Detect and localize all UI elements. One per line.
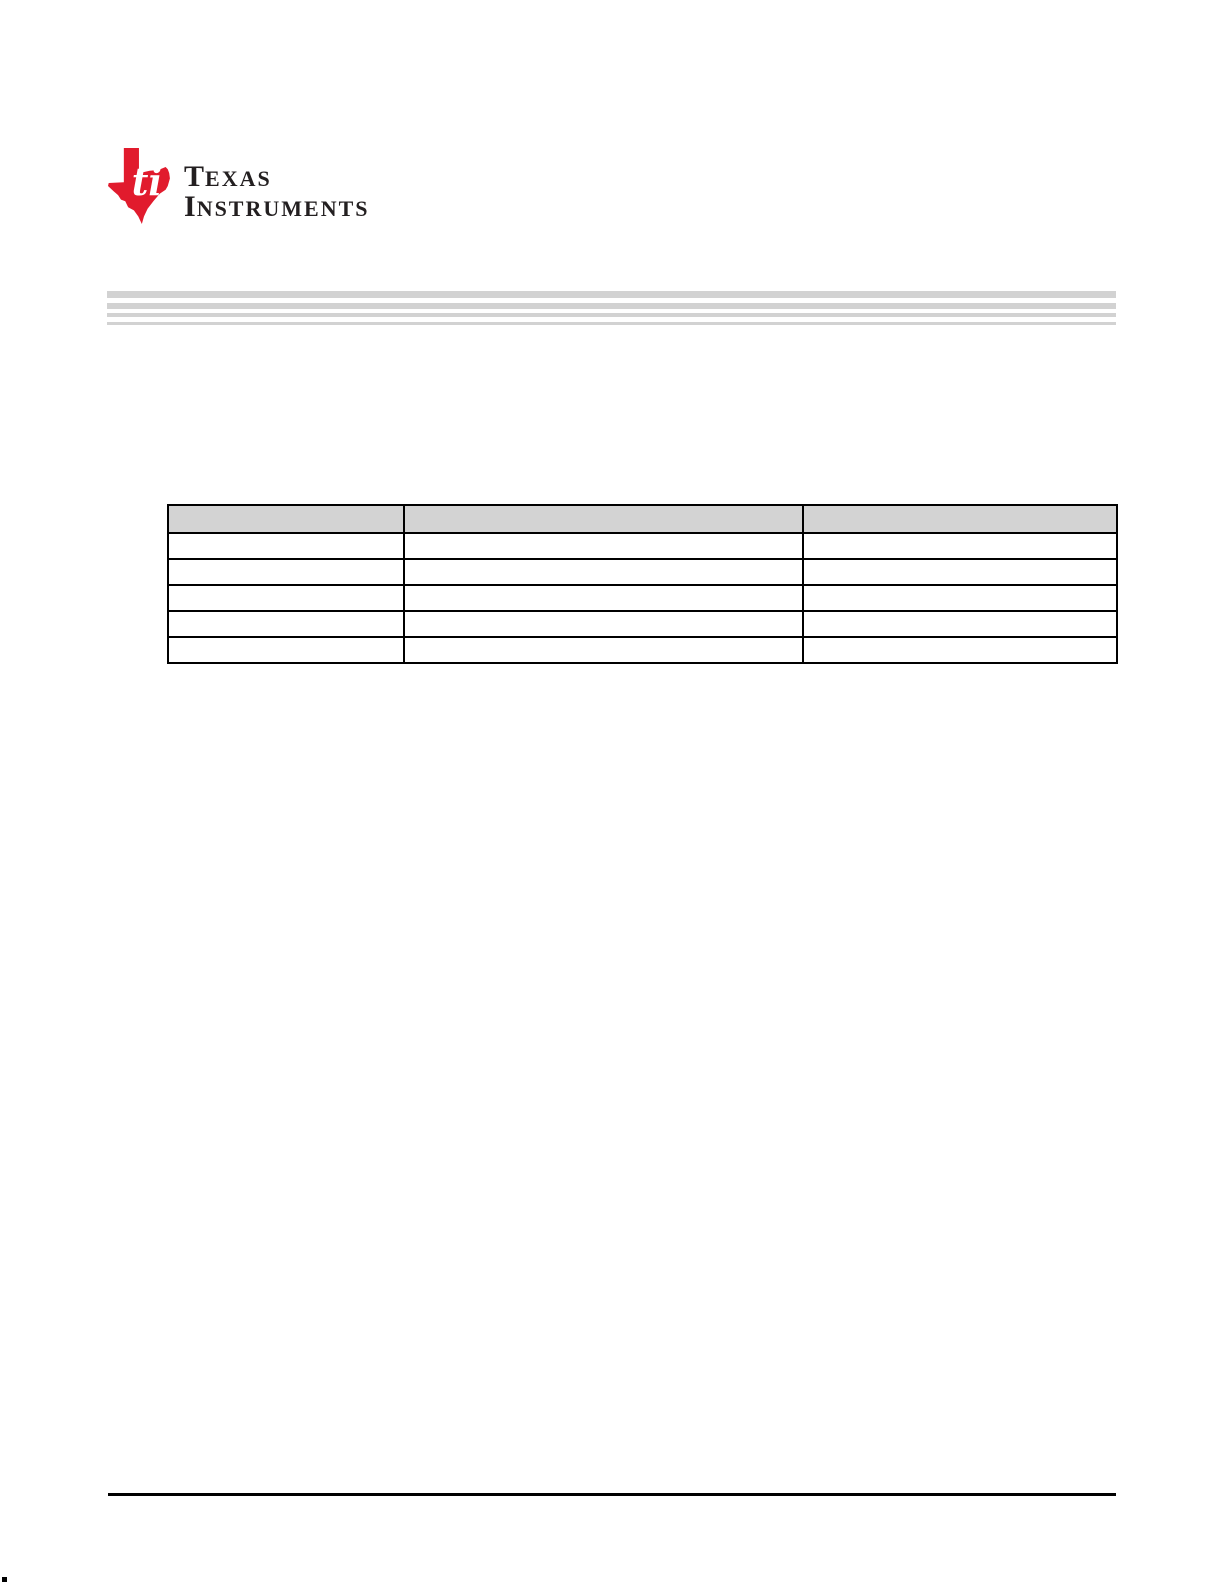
texas-state-icon: [108, 148, 180, 224]
brand-wordmark: [184, 160, 370, 223]
table-cell: [168, 611, 404, 637]
table-row: [168, 637, 1117, 663]
brand-texas-label: TEXAS: [184, 160, 272, 193]
brand-instruments-label: INSTRUMENTS: [184, 190, 370, 223]
table-cell: [404, 611, 803, 637]
table-cell: [168, 585, 404, 611]
table-cell: [404, 559, 803, 585]
table-cell: [803, 559, 1117, 585]
table-header-cell: [803, 505, 1117, 533]
table-cell: [404, 585, 803, 611]
table-row: [168, 533, 1117, 559]
table-cell: [803, 533, 1117, 559]
header-divider-bar-2: [107, 303, 1116, 309]
table-cell: [168, 637, 404, 663]
table-header-row: [168, 505, 1117, 533]
table-cell: [404, 533, 803, 559]
header-divider-bar-3: [107, 313, 1116, 317]
page-corner-mark: [2, 1577, 7, 1582]
table-row: [168, 559, 1117, 585]
table-row: [168, 611, 1117, 637]
table-cell: [803, 611, 1117, 637]
table-header-cell: [168, 505, 404, 533]
table-cell: [404, 637, 803, 663]
footer-rule: [108, 1493, 1116, 1496]
table-cell: [168, 559, 404, 585]
table-header-cell: [404, 505, 803, 533]
data-table-container: [167, 504, 1118, 664]
table-cell: [803, 585, 1117, 611]
table-cell: [168, 533, 404, 559]
table-cell: [803, 637, 1117, 663]
header-divider-bar-4: [107, 322, 1116, 325]
ti-monogram: ti: [131, 159, 163, 205]
table-row: [168, 585, 1117, 611]
header-divider-bar-1: [107, 291, 1116, 298]
data-table: [167, 504, 1118, 664]
